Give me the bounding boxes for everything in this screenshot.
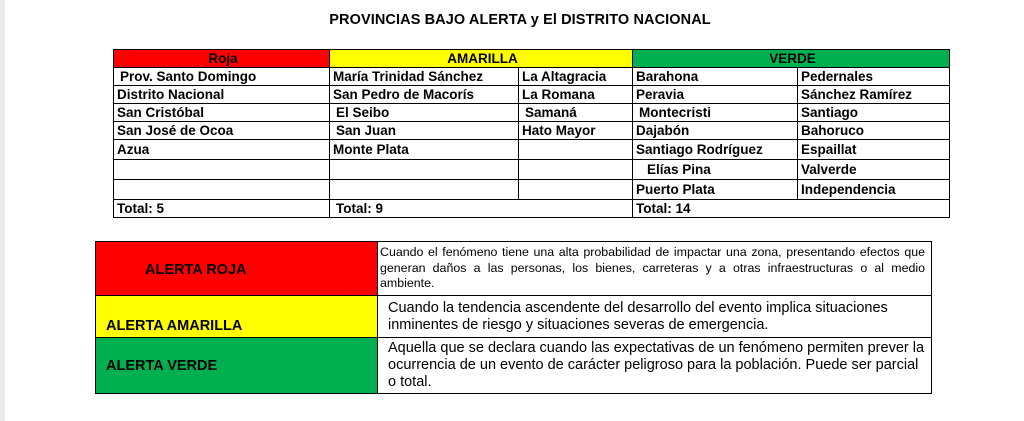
alerta-verde-label: ALERTA VERDE [96, 338, 378, 394]
cell-amarilla [330, 160, 519, 180]
cell-amarilla: La Altagracia [519, 68, 633, 86]
cell-amarilla: La Romana [519, 86, 633, 104]
cell-roja: San Cristóbal [114, 104, 330, 122]
cell-amarilla: San Juan [330, 122, 519, 140]
cell-verde: Sánchez Ramírez [798, 86, 950, 104]
cell-verde: Dajabón [633, 122, 798, 140]
definition-row-roja [96, 242, 932, 296]
cell-amarilla [519, 160, 633, 180]
page-edge [0, 0, 5, 421]
cell-verde: Santiago [798, 104, 950, 122]
cell-roja: Azua [114, 140, 330, 160]
table-totals-row [114, 200, 950, 218]
total-amarilla: Total: 9 [330, 200, 633, 218]
table-row [114, 86, 950, 104]
cell-amarilla [519, 140, 633, 160]
definition-row-amarilla [96, 296, 932, 338]
header-verde: VERDE [633, 50, 950, 68]
cell-roja: Prov. Santo Domingo [114, 68, 330, 86]
table-row [114, 104, 950, 122]
table-row [114, 68, 950, 86]
alerta-roja-label: ALERTA ROJA [96, 242, 378, 296]
cell-amarilla: Samaná [519, 104, 633, 122]
cell-verde: Montecristi [633, 104, 798, 122]
cell-amarilla: Monte Plata [330, 140, 519, 160]
definition-row-verde [96, 338, 932, 394]
cell-verde: Pedernales [798, 68, 950, 86]
alerta-amarilla-label: ALERTA AMARILLA [96, 296, 378, 338]
cell-verde: Puerto Plata [633, 180, 798, 200]
cell-roja [114, 160, 330, 180]
alerta-roja-description: Cuando el fenómeno tiene una alta probabilidad de impactar una zona, presentando efectos que generan daños a las personas, los bienes, carreteras y a otras infraestructuras o al medio ambiente. [378, 242, 932, 296]
total-roja: Total: 5 [114, 200, 330, 218]
cell-verde: Valverde [798, 160, 950, 180]
cell-verde: Santiago Rodríguez [633, 140, 798, 160]
provinces-table [113, 49, 950, 218]
document-title: PROVINCIAS BAJO ALERTA y El DISTRITO NACIONAL [329, 12, 711, 28]
table-row [114, 140, 950, 160]
cell-verde: Elías Pina [633, 160, 798, 180]
total-verde: Total: 14 [633, 200, 950, 218]
cell-verde: Espaillat [798, 140, 950, 160]
alerta-amarilla-description: Cuando la tendencia ascendente del desarrollo del evento implica situaciones inminentes de riesgo y situaciones severas de emergencia. [378, 296, 932, 338]
cell-amarilla: San Pedro de Macorís [330, 86, 519, 104]
table-header-row [114, 50, 950, 68]
cell-amarilla: El Seibo [330, 104, 519, 122]
cell-roja [114, 180, 330, 200]
cell-amarilla [330, 180, 519, 200]
table-row [114, 160, 950, 180]
cell-verde: Peravia [633, 86, 798, 104]
cell-roja: Distrito Nacional [114, 86, 330, 104]
cell-verde: Independencia [798, 180, 950, 200]
alert-definitions-table [95, 241, 932, 394]
table-row [114, 180, 950, 200]
cell-verde: Bahoruco [798, 122, 950, 140]
cell-amarilla: María Trinidad Sánchez [330, 68, 519, 86]
cell-amarilla: Hato Mayor [519, 122, 633, 140]
header-roja: Roja [114, 50, 330, 68]
alerta-verde-description: Aquella que se declara cuando las expectativas de un fenómeno permiten prever la ocurrencia de un evento de carácter peligroso para la población. Puede ser parcial o total. [378, 338, 932, 394]
cell-verde: Barahona [633, 68, 798, 86]
header-amarilla: AMARILLA [330, 50, 633, 68]
table-row [114, 122, 950, 140]
cell-roja: San José de Ocoa [114, 122, 330, 140]
cell-amarilla [519, 180, 633, 200]
